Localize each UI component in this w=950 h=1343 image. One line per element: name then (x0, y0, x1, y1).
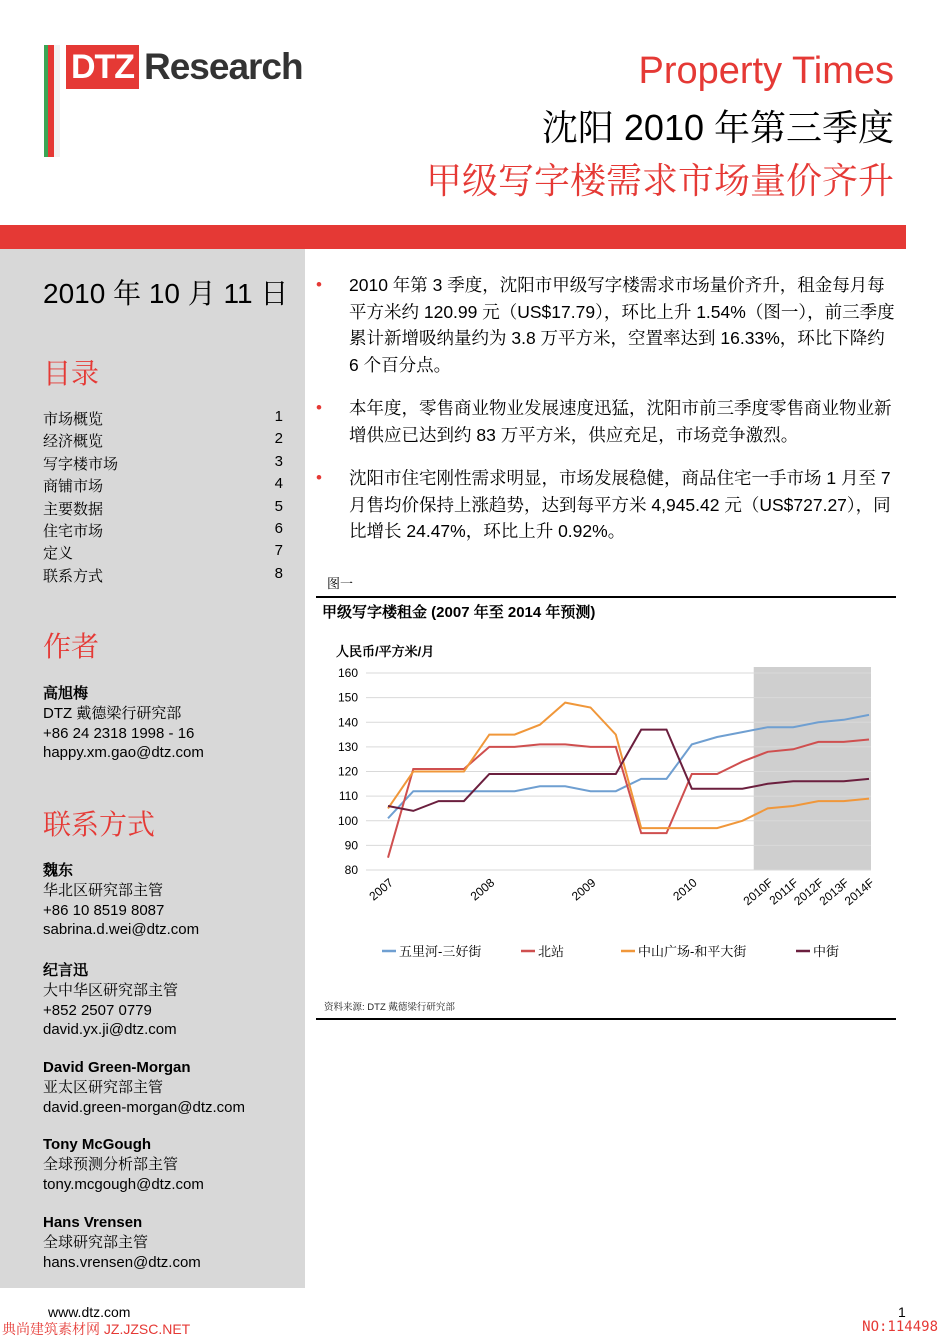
contact-role: 亚太区研究部主管 (43, 1078, 164, 1096)
header-red-band (0, 225, 906, 249)
watermark-left: 典尚建筑素材网 JZ.JZSC.NET (2, 1321, 191, 1337)
toc-item-page: 6 (274, 519, 283, 537)
contact-phone: +852 2507 0779 (43, 1001, 152, 1019)
page-number: 1 (898, 1304, 906, 1320)
bullet-dot-icon: • (316, 398, 322, 417)
footer-url[interactable]: www.dtz.com (48, 1304, 131, 1320)
logo-dtz-box: DTZ (66, 45, 139, 89)
figure-bottom-rule (316, 1018, 896, 1020)
toc-item[interactable] (43, 475, 283, 497)
key-point-text: 本年度，零售商业物业发展速度迅猛，沈阳市前三季度零售商业物业新增供应已达到约 83 万平方米，供应充足，市场竞争激烈。 (349, 398, 892, 445)
report-date: 2010 年 10 月 11 日 (43, 278, 289, 309)
contact-phone: +86 10 8519 8087 (43, 901, 165, 919)
author-phone: +86 24 2318 1998 - 16 (43, 724, 195, 742)
rent-line-chart (316, 628, 896, 1013)
toc-item-page: 8 (274, 564, 283, 582)
contact-name: Hans Vrensen (43, 1214, 143, 1231)
y-tick-label: 90 (344, 838, 358, 853)
x-tick-label: 2008 (467, 875, 498, 904)
x-tick-label: 2012F (791, 875, 827, 909)
toc-item-label: 市场概览 (43, 411, 104, 428)
contact-role: 大中华区研究部主管 (43, 981, 179, 999)
report-subtitle: 甲级写字楼需求市场量价齐升 (425, 160, 894, 201)
toc-item-label: 定义 (43, 545, 74, 563)
sidebar-panel (0, 249, 305, 1288)
figure-top-rule (316, 596, 896, 598)
key-points-list (316, 272, 899, 562)
y-tick-label: 110 (338, 789, 358, 804)
author-org: DTZ 戴德梁行研究部 (43, 704, 182, 722)
toc-item[interactable] (43, 565, 283, 587)
x-tick-label: 2007 (366, 875, 396, 904)
key-point-text: 2010 年第 3 季度，沈阳市甲级写字楼需求市场量价齐升，租金每月每平方米约 120.99 元（US$17.79），环比上升 1.54%（图一），前三季度累计新增吸纳量约为 3.8 万平方米，空置率达到 16.33%，环比下降约 6 个百分点。 (349, 275, 895, 375)
figure-title: 甲级写字楼租金 (2007 年至 2014 年预测) (322, 604, 596, 621)
toc-item-label: 主要数据 (43, 500, 104, 518)
bullet-dot-icon: • (316, 468, 322, 487)
y-tick-label: 160 (337, 666, 358, 680)
key-point (316, 272, 899, 378)
key-point-text: 沈阳市住宅刚性需求明显，市场发展稳健，商品住宅一手市场 1 月至 7 月售均价保持上涨趋势，达到每平方米 4,945.42 元（US$727.27），同比增长 24.47%，环比上升 0.92%。 (349, 468, 891, 541)
contact-role: 全球预测分析部主管 (43, 1155, 179, 1173)
key-point (316, 395, 899, 448)
y-tick-label: 130 (337, 739, 358, 754)
logo-green-bar (44, 45, 48, 157)
toc-item-label: 写字楼市场 (43, 455, 119, 473)
bullet-dot-icon: • (316, 275, 322, 294)
contact-email[interactable]: hans.vrensen@dtz.com (43, 1253, 201, 1271)
y-tick-label: 80 (344, 863, 358, 877)
watermark-right: NO:114498 (862, 1319, 938, 1335)
contact-block (43, 861, 298, 940)
toc-item[interactable] (43, 430, 283, 452)
contact-name: 纪言迅 (43, 962, 89, 979)
toc-item-page: 1 (274, 408, 283, 425)
author-name: 高旭梅 (43, 685, 89, 702)
contact-block (43, 1135, 298, 1194)
legend-label: 中街 (813, 944, 840, 959)
toc-item-page: 2 (274, 430, 283, 448)
author-email[interactable]: happy.xm.gao@dtz.com (43, 744, 204, 762)
x-tick-label: 2014F (841, 875, 877, 909)
contact-name: Tony McGough (43, 1136, 152, 1153)
contact-name: 魏东 (43, 862, 74, 879)
toc-item-page: 7 (274, 542, 283, 560)
toc-item[interactable] (43, 453, 283, 475)
logo-grey-bar (54, 45, 60, 157)
y-tick-label: 150 (337, 690, 358, 705)
contact-block (43, 1058, 298, 1117)
y-tick-label: 140 (337, 715, 358, 730)
toc-item-label: 经济概览 (43, 433, 104, 451)
toc-item[interactable] (43, 408, 283, 430)
contact-email[interactable]: david.green-morgan@dtz.com (43, 1098, 245, 1116)
contacts-heading: 联系方式 (43, 809, 156, 840)
y-tick-label: 120 (337, 764, 358, 779)
contact-email[interactable]: sabrina.d.wei@dtz.com (43, 921, 200, 939)
contact-email[interactable]: tony.mcgough@dtz.com (43, 1175, 204, 1193)
contact-role: 华北区研究部主管 (43, 881, 164, 899)
contact-name: David Green-Morgan (43, 1059, 191, 1076)
report-title: 沈阳 2010 年第三季度 (541, 107, 894, 148)
dtz-research-logo (44, 45, 304, 157)
toc-item-label: 联系方式 (43, 567, 104, 585)
toc-item[interactable] (43, 520, 283, 542)
author-block (43, 684, 298, 763)
table-of-contents (43, 408, 283, 587)
figure-label: 图一 (327, 576, 354, 591)
figure-source: 资料来源: DTZ 戴德梁行研究部 (324, 1002, 455, 1013)
y-tick-label: 100 (337, 813, 358, 828)
toc-item-page: 3 (274, 452, 283, 470)
toc-item[interactable] (43, 498, 283, 520)
x-tick-label: 2011F (766, 875, 801, 908)
x-tick-label: 2009 (568, 875, 599, 904)
toc-item[interactable] (43, 542, 283, 564)
contact-email[interactable]: david.yx.ji@dtz.com (43, 1021, 177, 1039)
contact-block (43, 961, 298, 1040)
contact-role: 全球研究部主管 (43, 1233, 149, 1251)
x-tick-label: 2010 (670, 875, 700, 904)
toc-item-page: 5 (274, 497, 283, 515)
series-title: Property Times (638, 50, 894, 92)
toc-item-label: 商铺市场 (43, 478, 104, 496)
author-heading: 作者 (43, 631, 100, 662)
toc-item-page: 4 (274, 475, 283, 493)
y-axis-label: 人民币/平方米/月 (336, 644, 435, 659)
x-tick-label: 2013F (816, 875, 852, 909)
legend-label: 北站 (538, 944, 565, 959)
toc-heading: 目录 (43, 358, 100, 389)
contact-block (43, 1213, 298, 1272)
x-tick-label: 2010F (740, 875, 776, 909)
key-point (316, 465, 899, 545)
logo-research-word: Research (144, 46, 303, 87)
legend-label: 五里河-三好街 (399, 944, 482, 959)
legend-label: 中山广场-和平大街 (638, 944, 747, 959)
toc-item-label: 住宅市场 (43, 522, 104, 540)
